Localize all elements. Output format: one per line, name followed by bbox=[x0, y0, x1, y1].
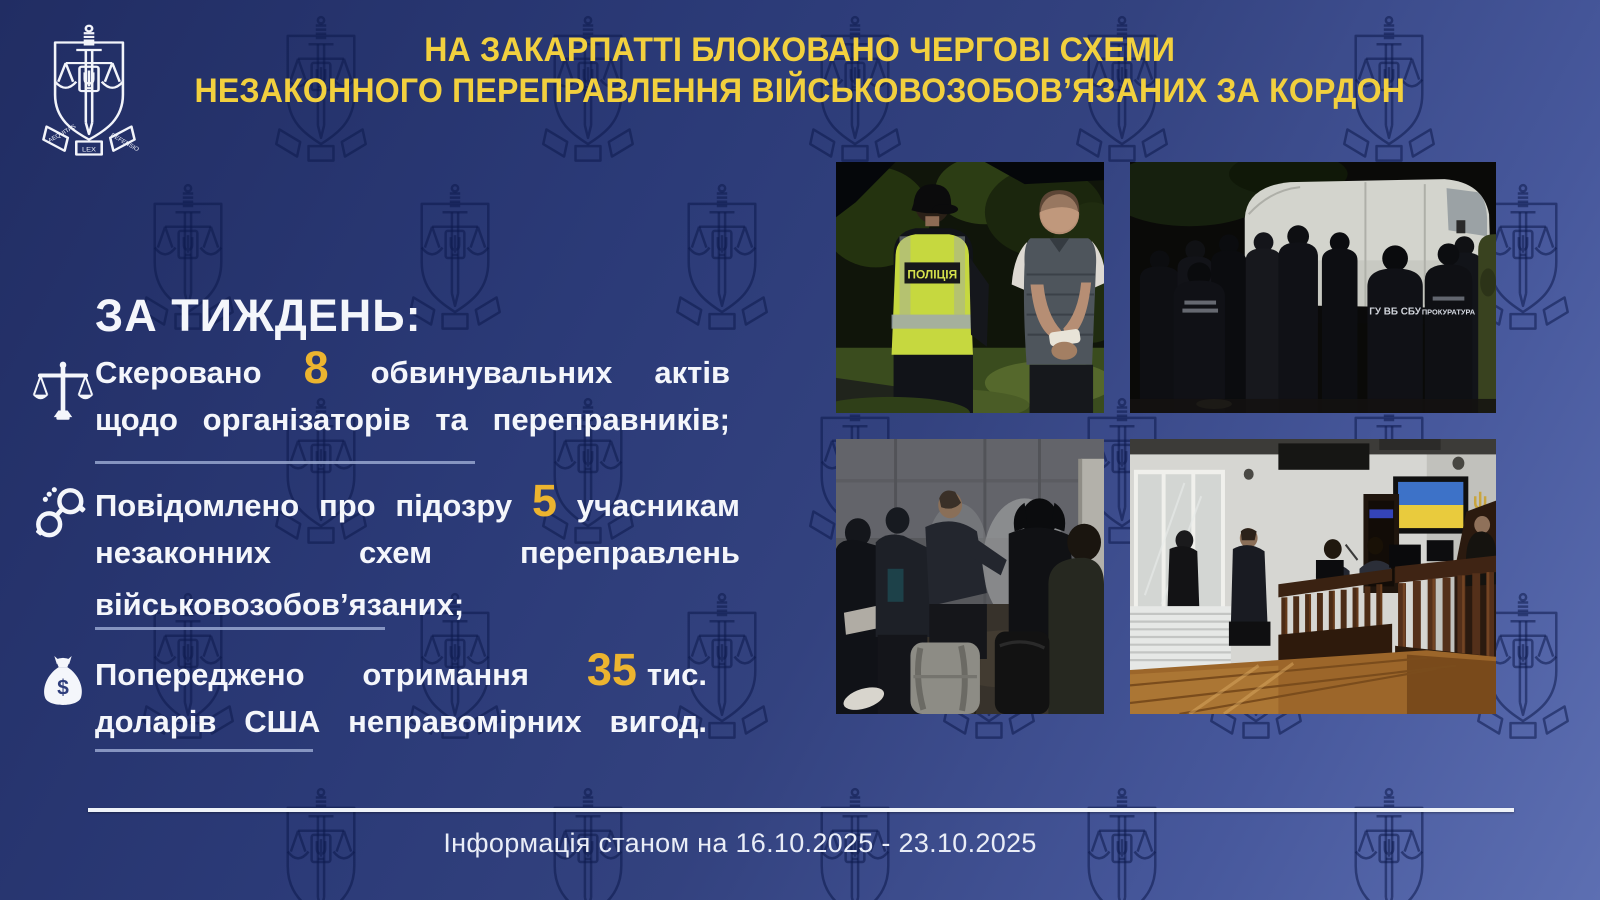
stat-money-prevented: Попереджено отримання 35 тис. доларів США неправомірних вигод. bbox=[95, 644, 707, 739]
divider bbox=[95, 461, 475, 464]
stat-number: 8 bbox=[303, 342, 329, 393]
stat-number: 35 bbox=[586, 644, 637, 695]
footer-date-range: Інформація станом на 16.10.2025 - 23.10.2025 bbox=[443, 828, 1037, 858]
scales-icon bbox=[30, 348, 96, 436]
divider bbox=[95, 627, 385, 630]
stat-indictments: Скеровано 8 обвинувальних актів щодо організаторів та переправників; bbox=[95, 342, 730, 437]
prosecutor-jacket-label: ПРОКУРАТУРА bbox=[1421, 307, 1476, 317]
logo-motto-center: LEX bbox=[81, 147, 97, 154]
stat-number: 5 bbox=[531, 475, 557, 526]
photo-night-arrest bbox=[836, 162, 1104, 413]
police-vest-label: ПОЛІЦІЯ bbox=[907, 267, 958, 282]
photo-van-interior bbox=[836, 439, 1104, 714]
dollar-sign: $ bbox=[57, 676, 69, 700]
title-line-2: НЕЗАКОННОГО ПЕРЕПРАВЛЕННЯ ВІЙСЬКОВОЗОБОВ’ЯЗАНИХ ЗА КОРДОН bbox=[194, 72, 1406, 110]
photo-grid bbox=[836, 162, 1496, 714]
money-bag-icon bbox=[32, 644, 94, 720]
logo-motto-right: DEFENSIO bbox=[109, 132, 140, 154]
handcuffs-icon bbox=[30, 476, 94, 552]
divider bbox=[95, 749, 313, 752]
photo-courtroom bbox=[1130, 439, 1496, 714]
stats-heading: ЗА ТИЖДЕНЬ: bbox=[95, 290, 422, 341]
stat-suspicions: Повідомлено про підозру 5 учасникам незаконних схем переправлень військовозобов’язаних; bbox=[95, 475, 740, 622]
footer-divider-line bbox=[88, 808, 1514, 812]
page-title bbox=[0, 30, 1600, 112]
logo-motto-left: AEQUITAS bbox=[47, 124, 78, 144]
title-line-1: НА ЗАКАРПАТТІ БЛОКОВАНО ЧЕРГОВІ СХЕМИ bbox=[424, 31, 1176, 69]
photo-van-detention-night bbox=[1130, 162, 1496, 413]
sbu-jacket-label: ГУ ВБ СБУ bbox=[1369, 306, 1421, 318]
